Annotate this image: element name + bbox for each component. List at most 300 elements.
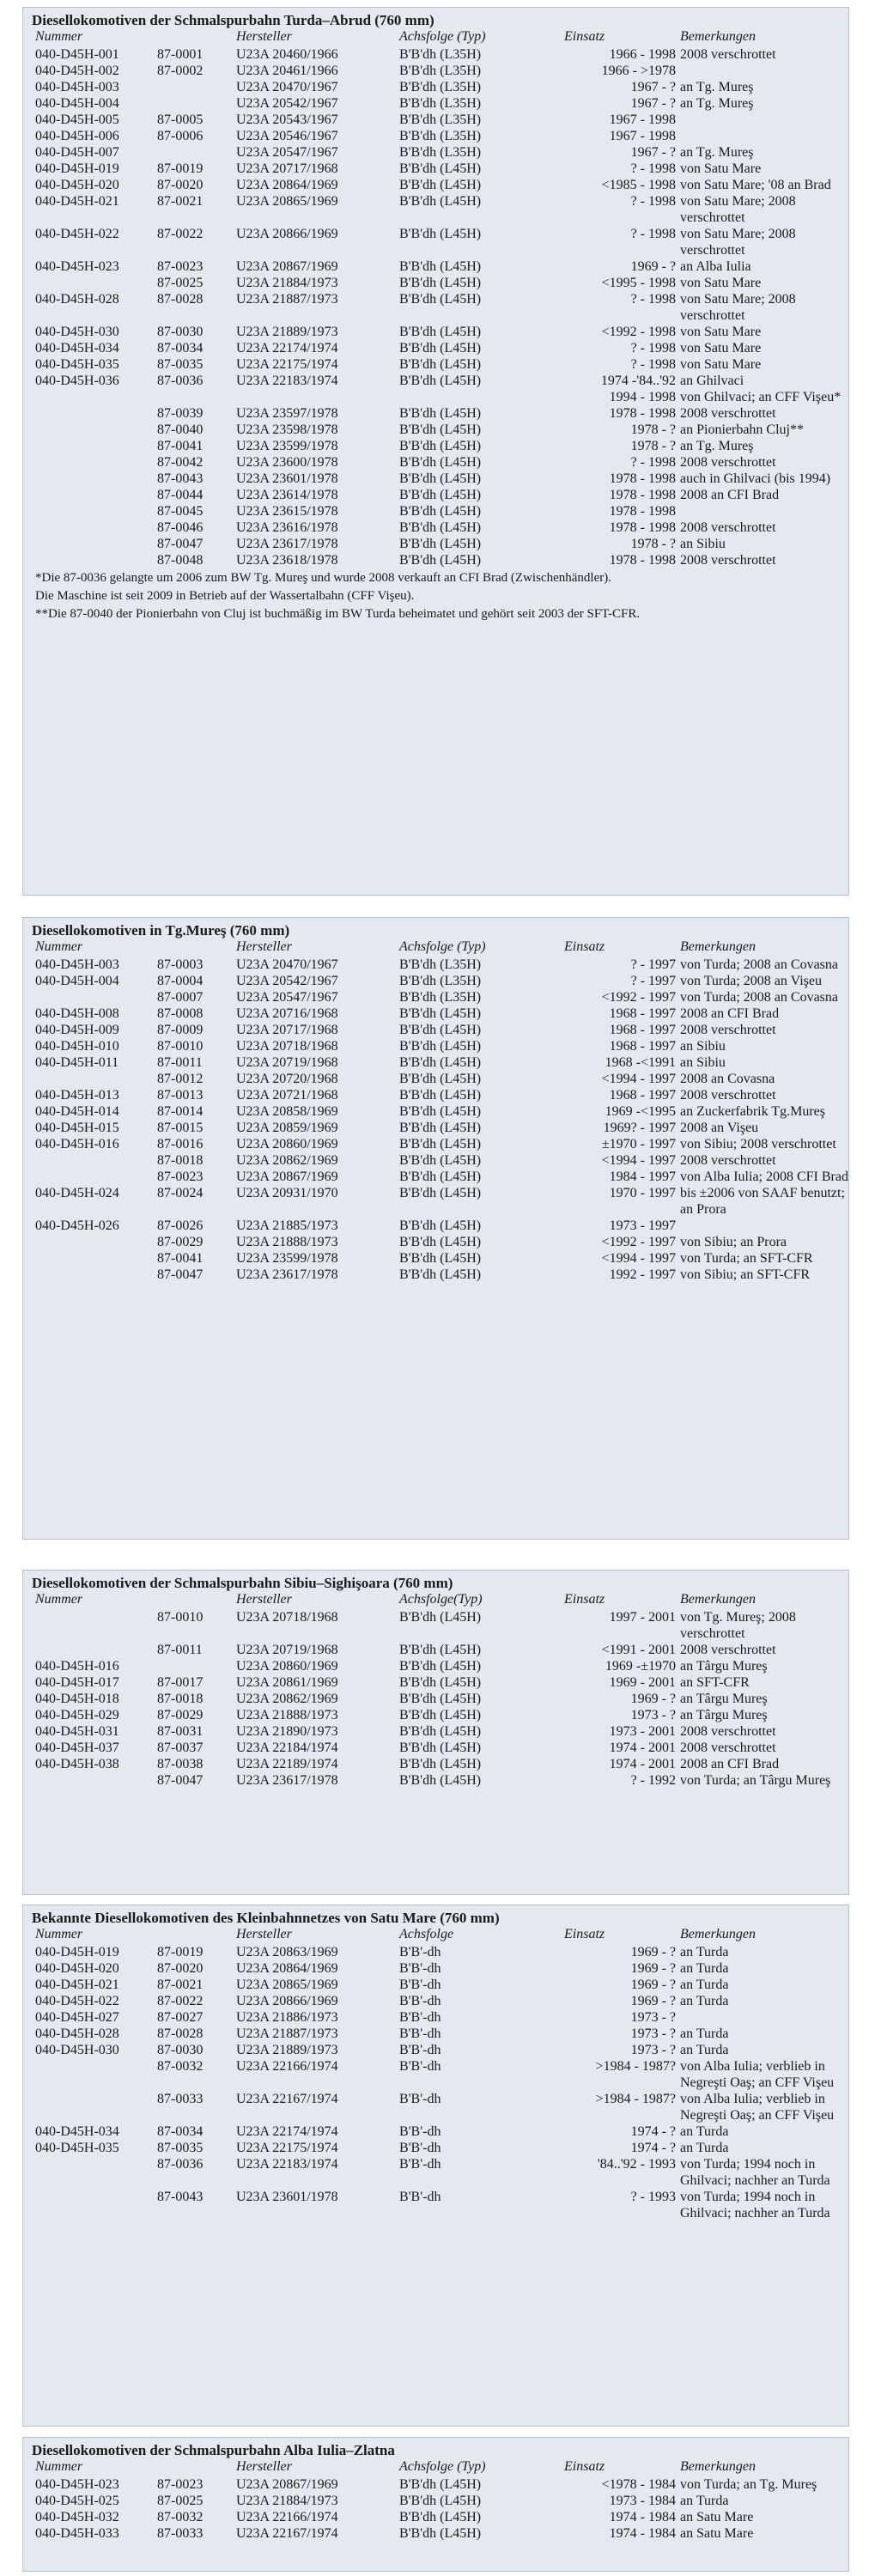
cell-einsatz: 1969 - ? bbox=[630, 1692, 676, 1706]
cell-bemerkungen: von Alba Iulia; 2008 CFI Brad bbox=[680, 1170, 848, 1184]
cell-nummer: 040-D45H-038 bbox=[35, 1757, 119, 1771]
header-bemerkungen: Bemerkungen bbox=[680, 29, 756, 44]
table-row bbox=[32, 471, 840, 487]
cell-nr: 87-0023 bbox=[157, 1170, 204, 1184]
table-row bbox=[32, 128, 840, 144]
table-row bbox=[32, 487, 840, 503]
table-row bbox=[32, 1977, 840, 1993]
cell-achsfolge: B'B'dh (L45H) bbox=[399, 406, 482, 421]
cell-nr: 87-0041 bbox=[157, 439, 204, 453]
cell-achsfolge: B'B'dh (L45H) bbox=[399, 1251, 482, 1266]
cell-bemerkungen: 2008 verschrottet bbox=[680, 553, 776, 568]
cell-bemerkungen: an Turda bbox=[680, 2124, 729, 2139]
cell-bemerkungen: von Sibiu; an Prora bbox=[680, 1235, 787, 1249]
cell-nr: 87-0021 bbox=[157, 194, 204, 209]
header-bemerkungen: Bemerkungen bbox=[680, 1592, 756, 1607]
cell-hersteller: U23A 20931/1970 bbox=[236, 1186, 338, 1200]
cell-bemerkungen: an Turda bbox=[680, 1978, 729, 1992]
cell-einsatz: 1974 - ? bbox=[630, 2141, 676, 2155]
cell-einsatz: 1992 - 1997 bbox=[609, 1267, 676, 1282]
cell-bemerkungen: von Satu Mare bbox=[680, 325, 762, 339]
cell-hersteller: U23A 21884/1973 bbox=[236, 276, 338, 290]
cell-bemerkungen: von Alba Iulia; verblieb in Negreşti Oaş; an CFF Vişeu bbox=[680, 2059, 835, 2090]
table-row bbox=[32, 356, 840, 373]
cell-nr: 87-0030 bbox=[157, 325, 204, 339]
cell-einsatz: 1968 - 1997 bbox=[609, 1023, 676, 1037]
table-row bbox=[32, 258, 840, 275]
cell-einsatz: 1973 - ? bbox=[630, 2010, 676, 2025]
cell-einsatz: 1984 - 1997 bbox=[609, 1170, 676, 1184]
cell-achsfolge: B'B'-dh bbox=[399, 2010, 441, 2025]
cell-hersteller: U23A 21887/1973 bbox=[236, 292, 338, 307]
cell-nummer: 040-D45H-026 bbox=[35, 1218, 119, 1233]
table-row bbox=[32, 1674, 840, 1691]
cell-einsatz: ? - 1993 bbox=[630, 2190, 676, 2204]
cell-achsfolge: B'B'dh (L35H) bbox=[399, 145, 482, 160]
cell-hersteller: U23A 20858/1969 bbox=[236, 1104, 338, 1119]
header-nummer: Nummer bbox=[35, 1927, 83, 1941]
table-row bbox=[32, 1723, 840, 1740]
cell-einsatz: <1992 - 1997 bbox=[601, 1235, 676, 1249]
cell-hersteller: U23A 22167/1974 bbox=[236, 2526, 338, 2541]
cell-achsfolge: B'B'-dh bbox=[399, 1961, 441, 1976]
table-row bbox=[32, 957, 840, 973]
cell-hersteller: U23A 23599/1978 bbox=[236, 439, 338, 453]
cell-hersteller: U23A 21885/1973 bbox=[236, 1218, 338, 1233]
table-row bbox=[32, 1267, 840, 1283]
cell-bemerkungen: auch in Ghilvaci (bis 1994) bbox=[680, 471, 831, 486]
cell-hersteller: U23A 22184/1974 bbox=[236, 1741, 338, 1755]
cell-nr: 87-0010 bbox=[157, 1610, 204, 1625]
table-row bbox=[32, 1185, 845, 1218]
cell-einsatz: 1978 - ? bbox=[630, 422, 676, 437]
cell-achsfolge: B'B'-dh bbox=[399, 2157, 441, 2172]
cell-bemerkungen: an Turda bbox=[680, 2026, 729, 2041]
cell-nummer: 040-D45H-031 bbox=[35, 1724, 119, 1739]
cell-einsatz: <1994 - 1997 bbox=[601, 1072, 676, 1086]
table-row bbox=[32, 161, 840, 177]
cell-achsfolge: B'B'dh (L45H) bbox=[399, 1267, 482, 1282]
cell-nummer: 040-D45H-023 bbox=[35, 2477, 119, 2492]
table-row bbox=[32, 1038, 840, 1054]
table-row bbox=[32, 1250, 840, 1267]
cell-nr: 87-0044 bbox=[157, 488, 204, 502]
cell-nr: 87-0047 bbox=[157, 1773, 204, 1788]
cell-hersteller: U23A 20720/1968 bbox=[236, 1072, 338, 1086]
cell-achsfolge: B'B'dh (L35H) bbox=[399, 129, 482, 143]
table-row bbox=[32, 1120, 840, 1136]
cell-nummer: 040-D45H-019 bbox=[35, 161, 119, 176]
cell-achsfolge: B'B'dh (L45H) bbox=[399, 1072, 482, 1086]
cell-hersteller: U23A 20867/1969 bbox=[236, 1170, 338, 1184]
cell-nummer: 040-D45H-005 bbox=[35, 112, 119, 127]
cell-hersteller: U23A 23600/1978 bbox=[236, 455, 338, 470]
cell-achsfolge: B'B'dh (L45H) bbox=[399, 1006, 482, 1021]
cell-nr: 87-0036 bbox=[157, 374, 204, 388]
cell-bemerkungen: 2008 an Covasna bbox=[680, 1072, 775, 1086]
cell-einsatz: 1973 - 2001 bbox=[609, 1724, 676, 1739]
table-row bbox=[32, 552, 840, 568]
cell-einsatz: 1978 - 1998 bbox=[609, 471, 676, 486]
cell-hersteller: U23A 22189/1974 bbox=[236, 1757, 338, 1771]
cell-einsatz: '84..'92 - 1993 bbox=[597, 2157, 676, 2172]
cell-bemerkungen: von Turda; an SFT-CFR bbox=[680, 1251, 813, 1266]
cell-hersteller: U23A 21889/1973 bbox=[236, 2043, 338, 2057]
cell-nr: 87-0013 bbox=[157, 1088, 204, 1103]
cell-achsfolge: B'B'dh (L45H) bbox=[399, 1055, 482, 1070]
cell-nummer: 040-D45H-029 bbox=[35, 1708, 119, 1722]
header-hersteller: Hersteller bbox=[236, 1927, 292, 1941]
cell-hersteller: U23A 20860/1969 bbox=[236, 1659, 338, 1674]
cell-hersteller: U23A 20866/1969 bbox=[236, 1994, 338, 2008]
cell-einsatz: ? - 1998 bbox=[630, 341, 676, 355]
cell-bemerkungen: an Turda bbox=[680, 1994, 729, 2008]
cell-bemerkungen: von Sibiu; 2008 verschrottet bbox=[680, 1137, 836, 1151]
cell-einsatz: <1994 - 1997 bbox=[601, 1153, 676, 1168]
cell-nr: 87-0002 bbox=[157, 64, 204, 78]
cell-nr: 87-0034 bbox=[157, 341, 204, 355]
cell-hersteller: U23A 20470/1967 bbox=[236, 80, 338, 94]
cell-nummer: 040-D45H-023 bbox=[35, 259, 119, 274]
table-row bbox=[32, 1218, 840, 1234]
cell-nummer: 040-D45H-030 bbox=[35, 2043, 119, 2057]
cell-achsfolge: B'B'dh (L35H) bbox=[399, 64, 482, 78]
cell-hersteller: U23A 20865/1969 bbox=[236, 194, 338, 209]
cell-hersteller: U23A 23616/1978 bbox=[236, 520, 338, 535]
cell-einsatz: 1974 - 1984 bbox=[609, 2510, 676, 2524]
cell-nummer: 040-D45H-004 bbox=[35, 96, 119, 111]
table-row bbox=[32, 973, 840, 989]
table-row bbox=[32, 536, 840, 552]
cell-nummer: 040-D45H-020 bbox=[35, 1961, 119, 1976]
cell-nr: 87-0045 bbox=[157, 504, 204, 519]
table-row bbox=[32, 1740, 840, 1756]
cell-nr: 87-0004 bbox=[157, 974, 204, 988]
cell-achsfolge: B'B'dh (L45H) bbox=[399, 292, 482, 307]
cell-nr: 87-0038 bbox=[157, 1757, 204, 1771]
header-bemerkungen: Bemerkungen bbox=[680, 939, 756, 954]
cell-einsatz: 1969 -±1970 bbox=[605, 1659, 676, 1674]
cell-nr: 87-0036 bbox=[157, 2157, 204, 2172]
cell-bemerkungen: an Tg. Mureş bbox=[680, 96, 754, 111]
cell-achsfolge: B'B'dh (L45H) bbox=[399, 1170, 482, 1184]
cell-hersteller: U23A 20865/1969 bbox=[236, 1978, 338, 1992]
cell-nr: 87-0028 bbox=[157, 2026, 204, 2041]
table-row bbox=[32, 2123, 840, 2140]
cell-nr: 87-0016 bbox=[157, 1137, 204, 1151]
cell-achsfolge: B'B'-dh bbox=[399, 2141, 441, 2155]
cell-bemerkungen: an Sibiu bbox=[680, 1039, 726, 1054]
cell-nummer: 040-D45H-034 bbox=[35, 341, 119, 355]
cell-nr: 87-0018 bbox=[157, 1692, 204, 1706]
cell-hersteller: U23A 22174/1974 bbox=[236, 341, 338, 355]
cell-nr: 87-0029 bbox=[157, 1235, 204, 1249]
cell-hersteller: U23A 20867/1969 bbox=[236, 2477, 338, 2492]
cell-nr: 87-0025 bbox=[157, 2494, 204, 2508]
cell-einsatz: 1973 - ? bbox=[630, 1708, 676, 1722]
cell-hersteller: U23A 20461/1966 bbox=[236, 64, 338, 78]
cell-achsfolge: B'B'dh (L35H) bbox=[399, 974, 482, 988]
cell-bemerkungen: 2008 an CFI Brad bbox=[680, 488, 780, 502]
cell-nr: 87-0025 bbox=[157, 276, 204, 290]
cell-achsfolge: B'B'dh (L45H) bbox=[399, 227, 482, 241]
cell-hersteller: U23A 23601/1978 bbox=[236, 471, 338, 486]
cell-nr: 87-0005 bbox=[157, 112, 204, 127]
cell-hersteller: U23A 21888/1973 bbox=[236, 1235, 338, 1249]
cell-nummer: 040-D45H-015 bbox=[35, 1121, 119, 1135]
table-row bbox=[32, 519, 840, 536]
cell-bemerkungen: an SFT-CFR bbox=[680, 1675, 750, 1690]
cell-bemerkungen: an Turda bbox=[680, 2494, 729, 2508]
cell-einsatz: 1978 - ? bbox=[630, 439, 676, 453]
cell-hersteller: U23A 21884/1973 bbox=[236, 2494, 338, 2508]
cell-bemerkungen: an Târgu Mureş bbox=[680, 1708, 768, 1722]
table-row bbox=[32, 1756, 840, 1772]
cell-achsfolge: B'B'dh (L45H) bbox=[399, 1675, 482, 1690]
table-row bbox=[32, 1136, 840, 1152]
cell-nummer: 040-D45H-004 bbox=[35, 974, 119, 988]
cell-nr: 87-0012 bbox=[157, 1072, 204, 1086]
cell-nummer: 040-D45H-009 bbox=[35, 1023, 119, 1037]
cell-bemerkungen: 2008 verschrottet bbox=[680, 1741, 776, 1755]
cell-bemerkungen: von Turda; 2008 an Covasna bbox=[680, 990, 838, 1005]
table-row bbox=[32, 177, 840, 193]
cell-nr: 87-0019 bbox=[157, 161, 204, 176]
cell-bemerkungen: von Alba Iulia; verblieb in Negreşti Oaş; an CFF Vişeu bbox=[680, 2092, 835, 2123]
cell-einsatz: 1967 - ? bbox=[630, 145, 676, 160]
cell-nr: 87-0017 bbox=[157, 1675, 204, 1690]
cell-hersteller: U23A 20546/1967 bbox=[236, 129, 338, 143]
cell-nummer: 040-D45H-020 bbox=[35, 178, 119, 192]
cell-achsfolge: B'B'dh (L45H) bbox=[399, 2494, 482, 2508]
section-title: Diesellokomotiven der Schmalspurbahn Alba Iulia–Zlatna bbox=[32, 2442, 395, 2458]
table-row bbox=[32, 2058, 840, 2091]
cell-einsatz: 1973 - ? bbox=[630, 2026, 676, 2041]
cell-nr: 87-0046 bbox=[157, 520, 204, 535]
section-title: Diesellokomotiven der Schmalspurbahn Sibiu–Sighişoara (760 mm) bbox=[32, 1575, 453, 1591]
cell-hersteller: U23A 20719/1968 bbox=[236, 1643, 338, 1657]
table-row bbox=[32, 340, 840, 356]
cell-nr: 87-0039 bbox=[157, 406, 204, 421]
cell-hersteller: U23A 20547/1967 bbox=[236, 990, 338, 1005]
cell-nr: 87-0028 bbox=[157, 292, 204, 307]
table-row bbox=[32, 503, 840, 519]
cell-einsatz: 1974 -'84..'92 bbox=[600, 374, 676, 388]
cell-einsatz: 1966 - >1978 bbox=[601, 64, 676, 78]
cell-hersteller: U23A 20718/1968 bbox=[236, 1039, 338, 1054]
cell-achsfolge: B'B'dh (L45H) bbox=[399, 520, 482, 535]
footnote: **Die 87-0040 der Pionierbahn von Cluj ist buchmäßig im BW Turda beheimatet und gehört seit 2003 der SFT-CFR. bbox=[35, 607, 641, 621]
cell-achsfolge: B'B'-dh bbox=[399, 2190, 441, 2204]
table-row bbox=[32, 2189, 840, 2221]
cell-nummer: 040-D45H-010 bbox=[35, 1039, 119, 1054]
cell-bemerkungen: 2008 verschrottet bbox=[680, 406, 776, 421]
column-headers bbox=[32, 1927, 840, 1944]
cell-achsfolge: B'B'dh (L45H) bbox=[399, 1104, 482, 1119]
table-row bbox=[32, 1707, 840, 1723]
cell-nr: 87-0042 bbox=[157, 455, 204, 470]
cell-einsatz: 1970 - 1997 bbox=[609, 1186, 676, 1200]
cell-bemerkungen: von Satu Mare; 2008 verschrottet bbox=[680, 292, 796, 323]
table-alba-iulia-zlatna bbox=[22, 2437, 849, 2572]
cell-bemerkungen: 2008 verschrottet bbox=[680, 1643, 776, 1657]
table-row bbox=[32, 226, 840, 258]
cell-achsfolge: B'B'dh (L45H) bbox=[399, 439, 482, 453]
cell-nr: 87-0041 bbox=[157, 1251, 204, 1266]
cell-nummer: 040-D45H-017 bbox=[35, 1675, 119, 1690]
cell-hersteller: U23A 23601/1978 bbox=[236, 2190, 338, 2204]
cell-hersteller: U23A 23618/1978 bbox=[236, 553, 338, 568]
cell-achsfolge: B'B'dh (L45H) bbox=[399, 537, 482, 551]
table-row bbox=[32, 2140, 840, 2156]
cell-bemerkungen: von Satu Mare bbox=[680, 341, 762, 355]
cell-nummer: 040-D45H-024 bbox=[35, 1186, 119, 1200]
table-row bbox=[32, 2525, 840, 2542]
header-hersteller: Hersteller bbox=[236, 939, 292, 954]
column-headers bbox=[32, 1592, 840, 1609]
cell-bemerkungen: von Satu Mare; '08 an Brad bbox=[680, 178, 831, 192]
cell-bemerkungen: 2008 an Vişeu bbox=[680, 1121, 759, 1135]
cell-nr: 87-0006 bbox=[157, 129, 204, 143]
cell-einsatz: <1978 - 1984 bbox=[601, 2477, 676, 2492]
cell-hersteller: U23A 20861/1969 bbox=[236, 1675, 338, 1690]
cell-achsfolge: B'B'dh (L35H) bbox=[399, 80, 482, 94]
table-row bbox=[32, 2509, 840, 2525]
cell-hersteller: U23A 20542/1967 bbox=[236, 974, 338, 988]
cell-einsatz: <1992 - 1998 bbox=[601, 325, 676, 339]
cell-hersteller: U23A 20717/1968 bbox=[236, 161, 338, 176]
cell-bemerkungen: 2008 verschrottet bbox=[680, 1088, 776, 1103]
cell-achsfolge: B'B'dh (L45H) bbox=[399, 2510, 482, 2524]
cell-nummer: 040-D45H-011 bbox=[35, 1055, 119, 1070]
cell-einsatz: 1978 - 1998 bbox=[609, 520, 676, 535]
cell-nr: 87-0043 bbox=[157, 2190, 204, 2204]
cell-bemerkungen: von Turda; an Târgu Mureş bbox=[680, 1773, 831, 1788]
cell-nr: 87-0030 bbox=[157, 2043, 204, 2057]
cell-bemerkungen: bis ±2006 von SAAF benutzt; an Prora bbox=[680, 1186, 845, 1217]
cell-einsatz: 1969 - ? bbox=[630, 259, 676, 274]
cell-nr: 87-0048 bbox=[157, 553, 204, 568]
cell-einsatz: <1991 - 2001 bbox=[601, 1643, 676, 1657]
cell-achsfolge: B'B'dh (L45H) bbox=[399, 504, 482, 519]
header-bemerkungen: Bemerkungen bbox=[680, 2459, 756, 2474]
table-row bbox=[32, 2156, 840, 2189]
table-row bbox=[32, 405, 840, 422]
header-bemerkungen: Bemerkungen bbox=[680, 1927, 756, 1941]
cell-bemerkungen: von Turda; 1994 noch in Ghilvaci; nachher an Turda bbox=[680, 2190, 830, 2221]
cell-hersteller: U23A 22166/1974 bbox=[236, 2059, 338, 2074]
table-row bbox=[32, 46, 840, 63]
cell-einsatz: ? - 1998 bbox=[630, 194, 676, 209]
cell-einsatz: 1978 - 1998 bbox=[609, 553, 676, 568]
cell-hersteller: U23A 20470/1967 bbox=[236, 957, 338, 972]
header-nummer: Nummer bbox=[35, 29, 83, 44]
cell-achsfolge: B'B'dh (L45H) bbox=[399, 1692, 482, 1706]
table-row bbox=[32, 454, 840, 471]
header-einsatz: Einsatz bbox=[564, 29, 605, 44]
cell-einsatz: 1967 - ? bbox=[630, 96, 676, 111]
cell-achsfolge: B'B'dh (L45H) bbox=[399, 1741, 482, 1755]
cell-achsfolge: B'B'dh (L45H) bbox=[399, 1218, 482, 1233]
cell-nummer: 040-D45H-003 bbox=[35, 80, 119, 94]
cell-bemerkungen: von Satu Mare bbox=[680, 276, 762, 290]
table-row bbox=[32, 63, 840, 79]
cell-hersteller: U23A 20859/1969 bbox=[236, 1121, 338, 1135]
cell-hersteller: U23A 20543/1967 bbox=[236, 112, 338, 127]
cell-bemerkungen: 2008 verschrottet bbox=[680, 47, 776, 62]
cell-hersteller: U23A 23617/1978 bbox=[236, 537, 338, 551]
cell-bemerkungen: an Turda bbox=[680, 1961, 729, 1976]
table-row bbox=[32, 2493, 840, 2509]
cell-einsatz: 1973 - ? bbox=[630, 2043, 676, 2057]
cell-hersteller: U23A 23597/1978 bbox=[236, 406, 338, 421]
cell-hersteller: U23A 20542/1967 bbox=[236, 96, 338, 111]
header-nummer: Nummer bbox=[35, 939, 83, 954]
cell-einsatz: 1968 - 1997 bbox=[609, 1039, 676, 1054]
cell-hersteller: U23A 20718/1968 bbox=[236, 1610, 338, 1625]
cell-einsatz: 1974 - 2001 bbox=[609, 1741, 676, 1755]
cell-hersteller: U23A 22167/1974 bbox=[236, 2092, 338, 2106]
cell-einsatz: 1973 - 1984 bbox=[609, 2494, 676, 2508]
cell-hersteller: U23A 22175/1974 bbox=[236, 357, 338, 372]
cell-einsatz: 1966 - 1998 bbox=[609, 47, 676, 62]
cell-einsatz: 1967 - 1998 bbox=[609, 112, 676, 127]
column-headers bbox=[32, 2459, 840, 2476]
table-row bbox=[32, 291, 840, 324]
table-row bbox=[32, 2026, 840, 2042]
cell-bemerkungen: an Sibiu bbox=[680, 1055, 726, 1070]
cell-bemerkungen: an Pionierbahn Cluj** bbox=[680, 422, 804, 437]
cell-hersteller: U23A 20547/1967 bbox=[236, 145, 338, 160]
cell-bemerkungen: von Satu Mare bbox=[680, 161, 762, 176]
cell-achsfolge: B'B'dh (L45H) bbox=[399, 1757, 482, 1771]
cell-bemerkungen: 2008 verschrottet bbox=[680, 1023, 776, 1037]
cell-einsatz: ±1970 - 1997 bbox=[601, 1137, 676, 1151]
cell-nr: 87-0009 bbox=[157, 1023, 204, 1037]
cell-achsfolge: B'B'dh (L45H) bbox=[399, 276, 482, 290]
cell-nummer: 040-D45H-035 bbox=[35, 2141, 119, 2155]
cell-nummer: 040-D45H-037 bbox=[35, 1741, 119, 1755]
cell-einsatz: ? - 1998 bbox=[630, 161, 676, 176]
cell-bemerkungen: von Sibiu; an SFT-CFR bbox=[680, 1267, 811, 1282]
cell-nummer: 040-D45H-018 bbox=[35, 1692, 119, 1706]
cell-achsfolge: B'B'dh (L45H) bbox=[399, 1708, 482, 1722]
cell-hersteller: U23A 20864/1969 bbox=[236, 178, 338, 192]
cell-nr: 87-0043 bbox=[157, 471, 204, 486]
cell-nummer: 040-D45H-007 bbox=[35, 145, 119, 160]
section-title: Diesellokomotiven in Tg.Mureş (760 mm) bbox=[32, 922, 290, 939]
cell-achsfolge: B'B'-dh bbox=[399, 2124, 441, 2139]
table-row bbox=[32, 1642, 840, 1658]
table-row bbox=[32, 2091, 840, 2123]
cell-nr: 87-0011 bbox=[157, 1055, 203, 1070]
cell-bemerkungen: an Zuckerfabrik Tg.Mureş bbox=[680, 1104, 825, 1119]
cell-hersteller: U23A 23617/1978 bbox=[236, 1267, 338, 1282]
cell-hersteller: U23A 21887/1973 bbox=[236, 2026, 338, 2041]
cell-hersteller: U23A 23598/1978 bbox=[236, 422, 338, 437]
cell-hersteller: U23A 20862/1969 bbox=[236, 1692, 338, 1706]
cell-nr: 87-0033 bbox=[157, 2526, 204, 2541]
cell-einsatz: 1969 - ? bbox=[630, 1978, 676, 1992]
cell-einsatz: ? - 1998 bbox=[630, 357, 676, 372]
table-row bbox=[32, 144, 840, 161]
cell-nr: 87-0035 bbox=[157, 357, 204, 372]
table-row bbox=[32, 2009, 840, 2026]
table-row bbox=[32, 324, 840, 340]
cell-nummer: 040-D45H-030 bbox=[35, 325, 119, 339]
table-row bbox=[32, 1087, 840, 1103]
header-einsatz: Einsatz bbox=[564, 1592, 605, 1607]
